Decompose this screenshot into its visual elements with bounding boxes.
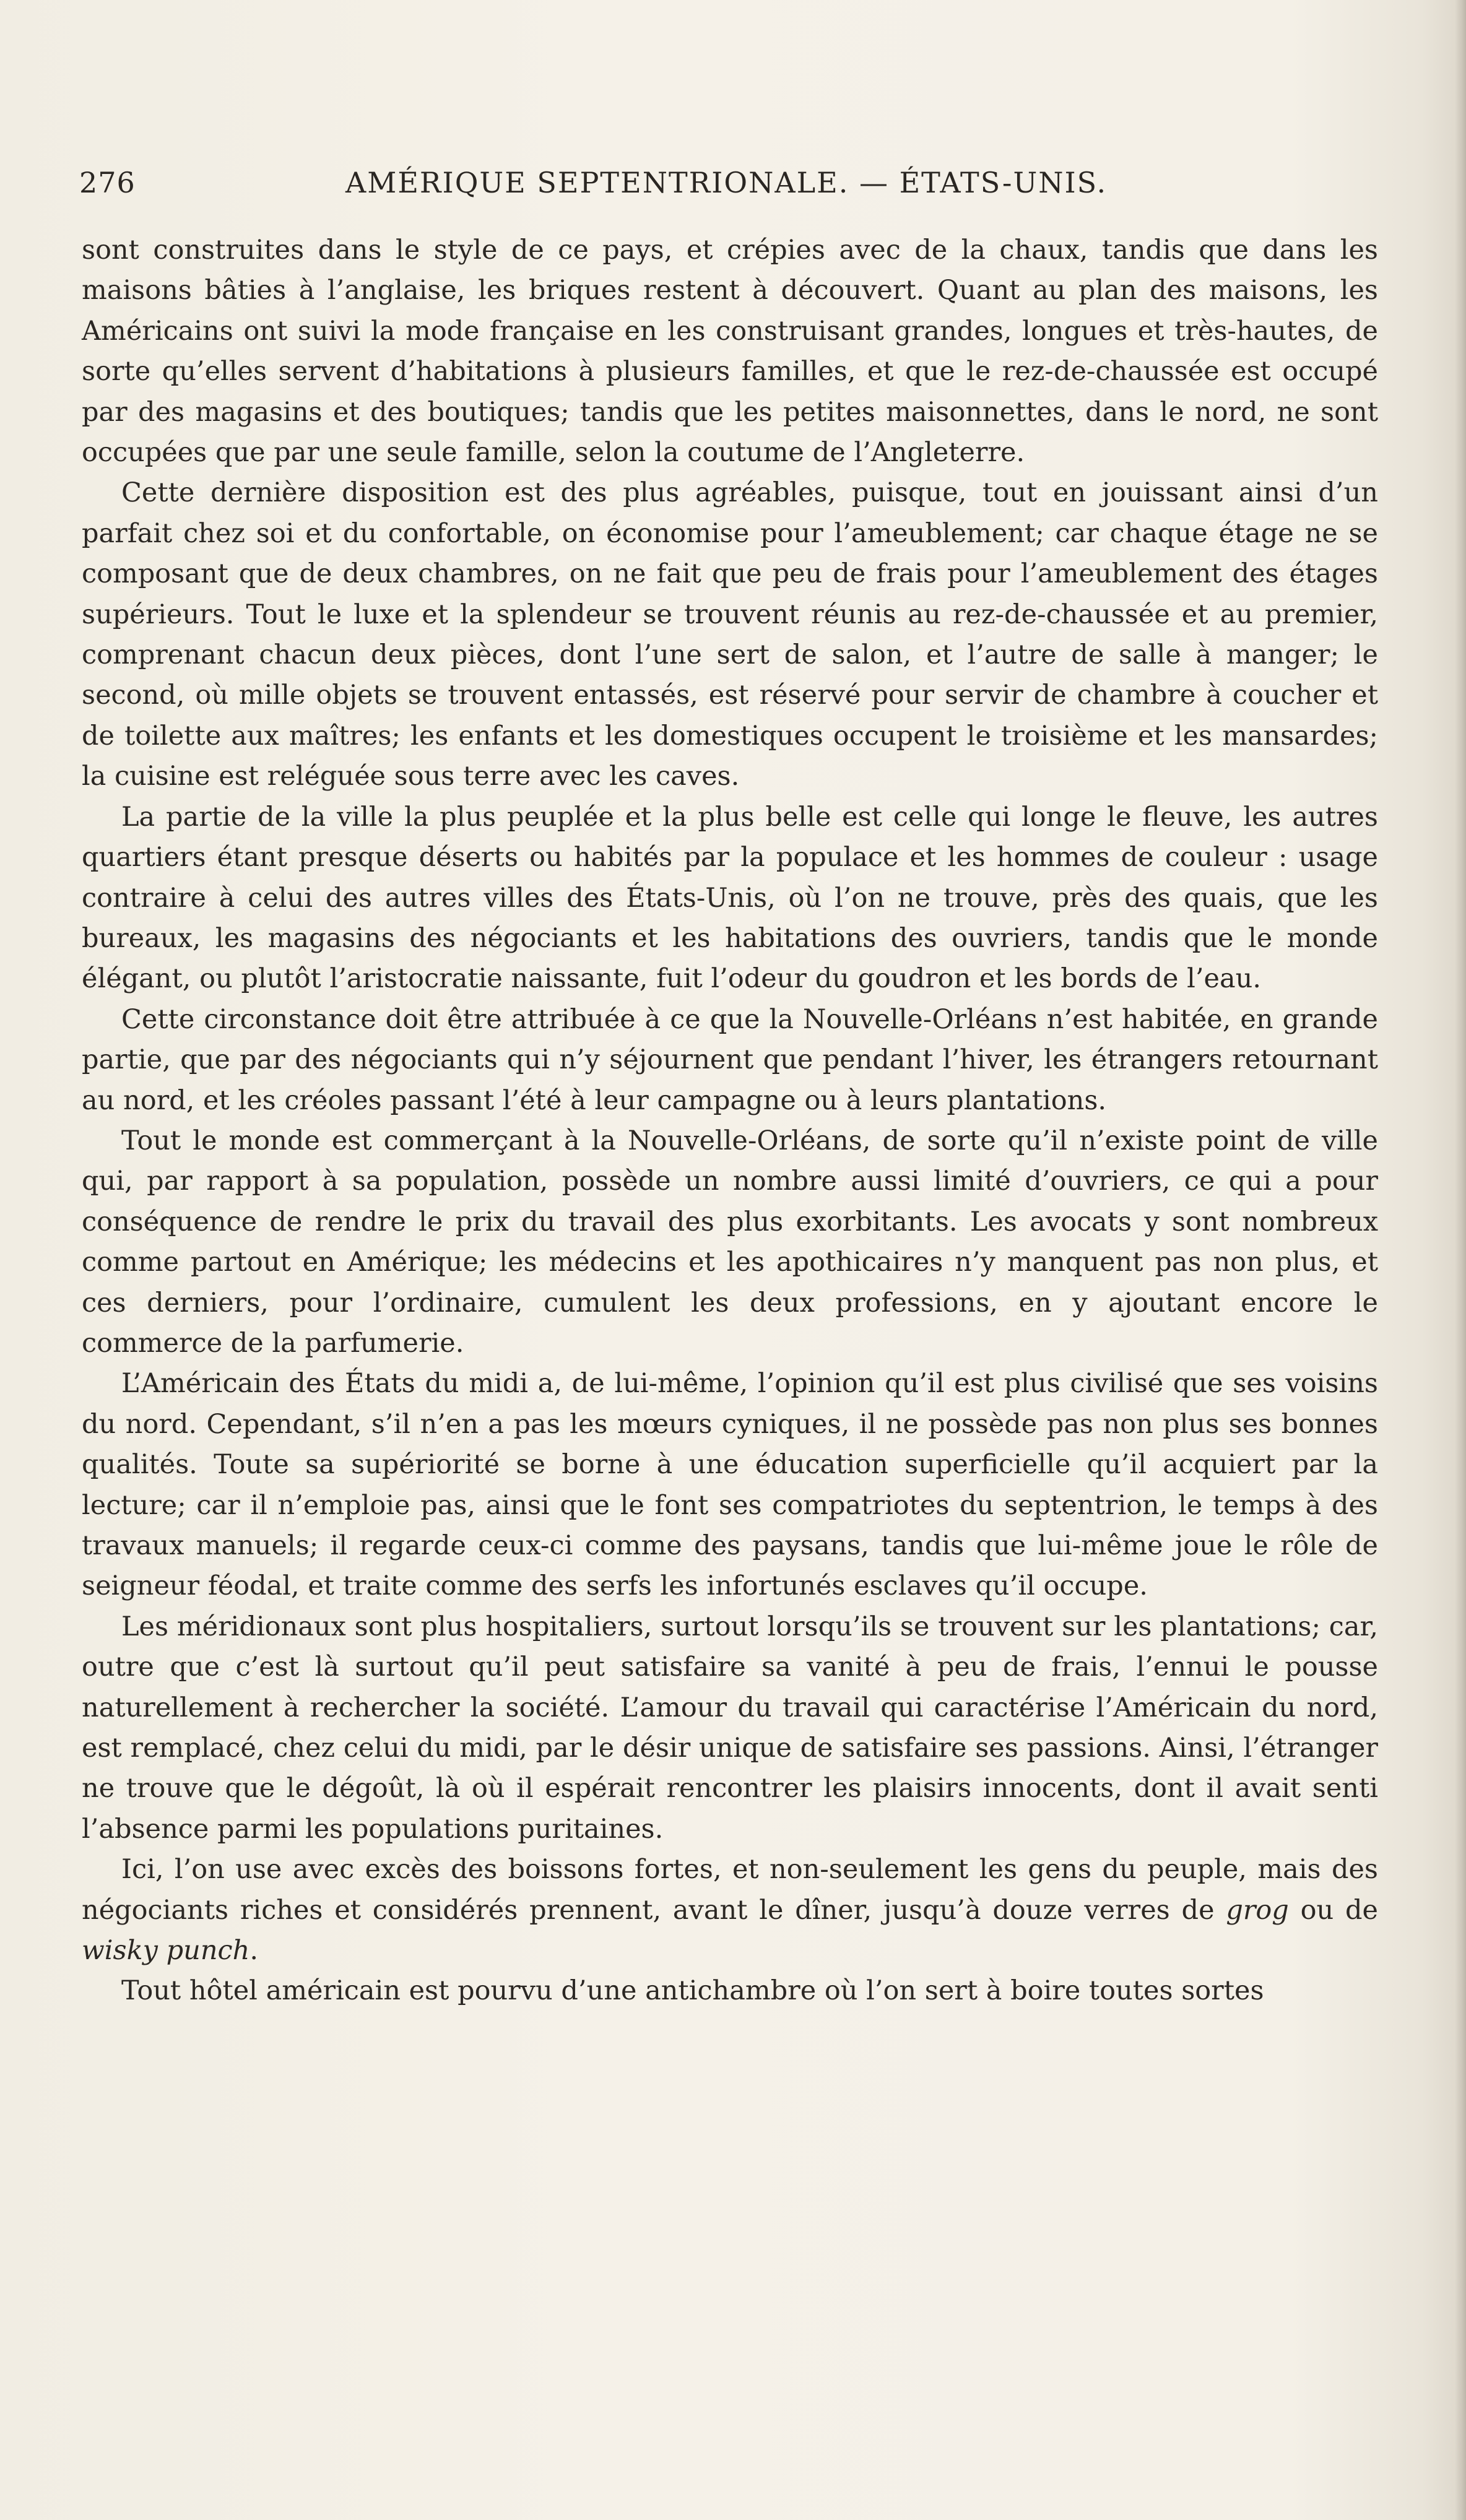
paragraph-4: Cette circonstance doit être attribuée à ce que la Nouvelle-Orléans n’est habitée, en grande partie, que par des négociants qui n’y séjournent que pendant l’hiver, les étrangers retournant au nord, et les créoles passant l’été à leur campagne ou à leurs plantations.: [82, 1003, 1378, 1116]
body-text: [82, 230, 1378, 2012]
paragraph-5: Tout le monde est commerçant à la Nouvelle-Orléans, de sorte qu’il n’existe point de ville qui, par rapport à sa population, possède un nombre aussi limité d’ouvriers, ce qui a pour conséquence de rendre le prix du travail des plus exorbitants. Les avocats y sont nombreux comme partout en Amérique; les médecins et les apothicaires n’y manquent pas non plus, et ces derniers, pour l’ordinaire, cumulent les deux professions, en y ajoutant encore le commerce de la parfumerie.: [82, 1125, 1378, 1359]
page-header: [79, 166, 1379, 209]
paragraph-9: Tout hôtel américain est pourvu d’une antichambre où l’on sert à boire toutes sortes: [121, 1975, 1264, 2007]
italic-term-wisky-punch: wisky punch: [82, 1935, 250, 1967]
paragraph-8: [82, 1850, 1378, 1971]
paragraph-1: sont construites dans le style de ce pays, et crépies avec de la chaux, tandis que dans les maisons bâties à l’anglaise, les briques restent à découvert. Quant au plan des maisons, les Américains ont suivi la mode française en les construisant grandes, longues et très-hautes, de sorte qu’elles servent d’habitations à plusieurs familles, et que le rez-de-chaussée est occupé par des magasins et des boutiques; tandis que les petites maisonnettes, dans le nord, ne sont occupées que par une seule famille, selon la coutume de l’Angleterre.: [82, 235, 1378, 469]
paragraph-8-text-before: Ici, l’on use avec excès des boissons fortes, et non-seulement les gens du peuple, mais des négociants riches et considérés prennent, avant le dîner, jusqu’à douze verres de: [82, 1854, 1378, 1926]
paragraph-7: Les méridionaux sont plus hospitaliers, surtout lorsqu’ils se trouvent sur les plantations; car, outre que c’est là surtout qu’il peut satisfaire sa vanité à peu de frais, l’ennui le pousse naturellement à rechercher la société. L’amour du travail qui caractérise l’Américain du nord, est remplacé, chez celui du midi, par le désir unique de satisfaire ses passions. Ainsi, l’étranger ne trouve que le dégoût, là où il espérait rencontrer les plaisirs innocents, dont il avait senti l’absence parmi les populations puritaines.: [82, 1611, 1378, 1845]
italic-term-grog: grog: [1226, 1894, 1289, 1926]
paragraph-3: La partie de la ville la plus peuplée et la plus belle est celle qui longe le fleuve, les autres quartiers étant presque déserts ou habités par la populace et les hommes de couleur : usage contraire à celui des autres villes des États-Unis, où l’on ne trouve, près des quais, que les bureaux, les magasins des négociants et les habitations des ouvriers, tandis que le monde élégant, ou plutôt l’aristocratie naissante, fuit l’odeur du goudron et les bords de l’eau.: [82, 801, 1378, 995]
paragraph-6: L’Américain des États du midi a, de lui-même, l’opinion qu’il est plus civilisé que ses voisins du nord. Cependant, s’il n’en a pas les mœurs cyniques, il ne possède pas non plus ses bonnes qualités. Toute sa supériorité se borne à une éducation superficielle qu’il acquiert par la lecture; car il n’emploie pas, ainsi que le font ses compatriotes du septentrion, le temps à des travaux manuels; il regarde ceux-ci comme des paysans, tandis que lui-même joue le rôle de seigneur féodal, et traite comme des serfs les infortunés esclaves qu’il occupe.: [82, 1368, 1378, 1602]
page-number: 276: [79, 166, 136, 199]
page-edge-shadow: [1455, 0, 1466, 2520]
running-title: AMÉRIQUE SEPTENTRIONALE. — ÉTATS-UNIS.: [345, 166, 1108, 199]
paragraph-8-text-after: .: [249, 1935, 259, 1967]
paragraph-8-text-middle: ou de: [1288, 1894, 1378, 1926]
paragraph-2: Cette dernière disposition est des plus agréables, puisque, tout en jouissant ainsi d’un parfait chez soi et du confortable, on économise pour l’ameublement; car chaque étage ne se composant que de deux chambres, on ne fait que peu de frais pour l’ameublement des étages supérieurs. Tout le luxe et la splendeur se trouvent réunis au rez-de-chaussée et au premier, comprenant chacun deux pièces, dont l’une sert de salon, et l’autre de salle à manger; le second, où mille objets se trouvent entassés, est réservé pour servir de chambre à coucher et de toilette aux maîtres; les enfants et les domestiques occupent le troisième et les mansardes; la cuisine est reléguée sous terre avec les caves.: [82, 477, 1378, 792]
